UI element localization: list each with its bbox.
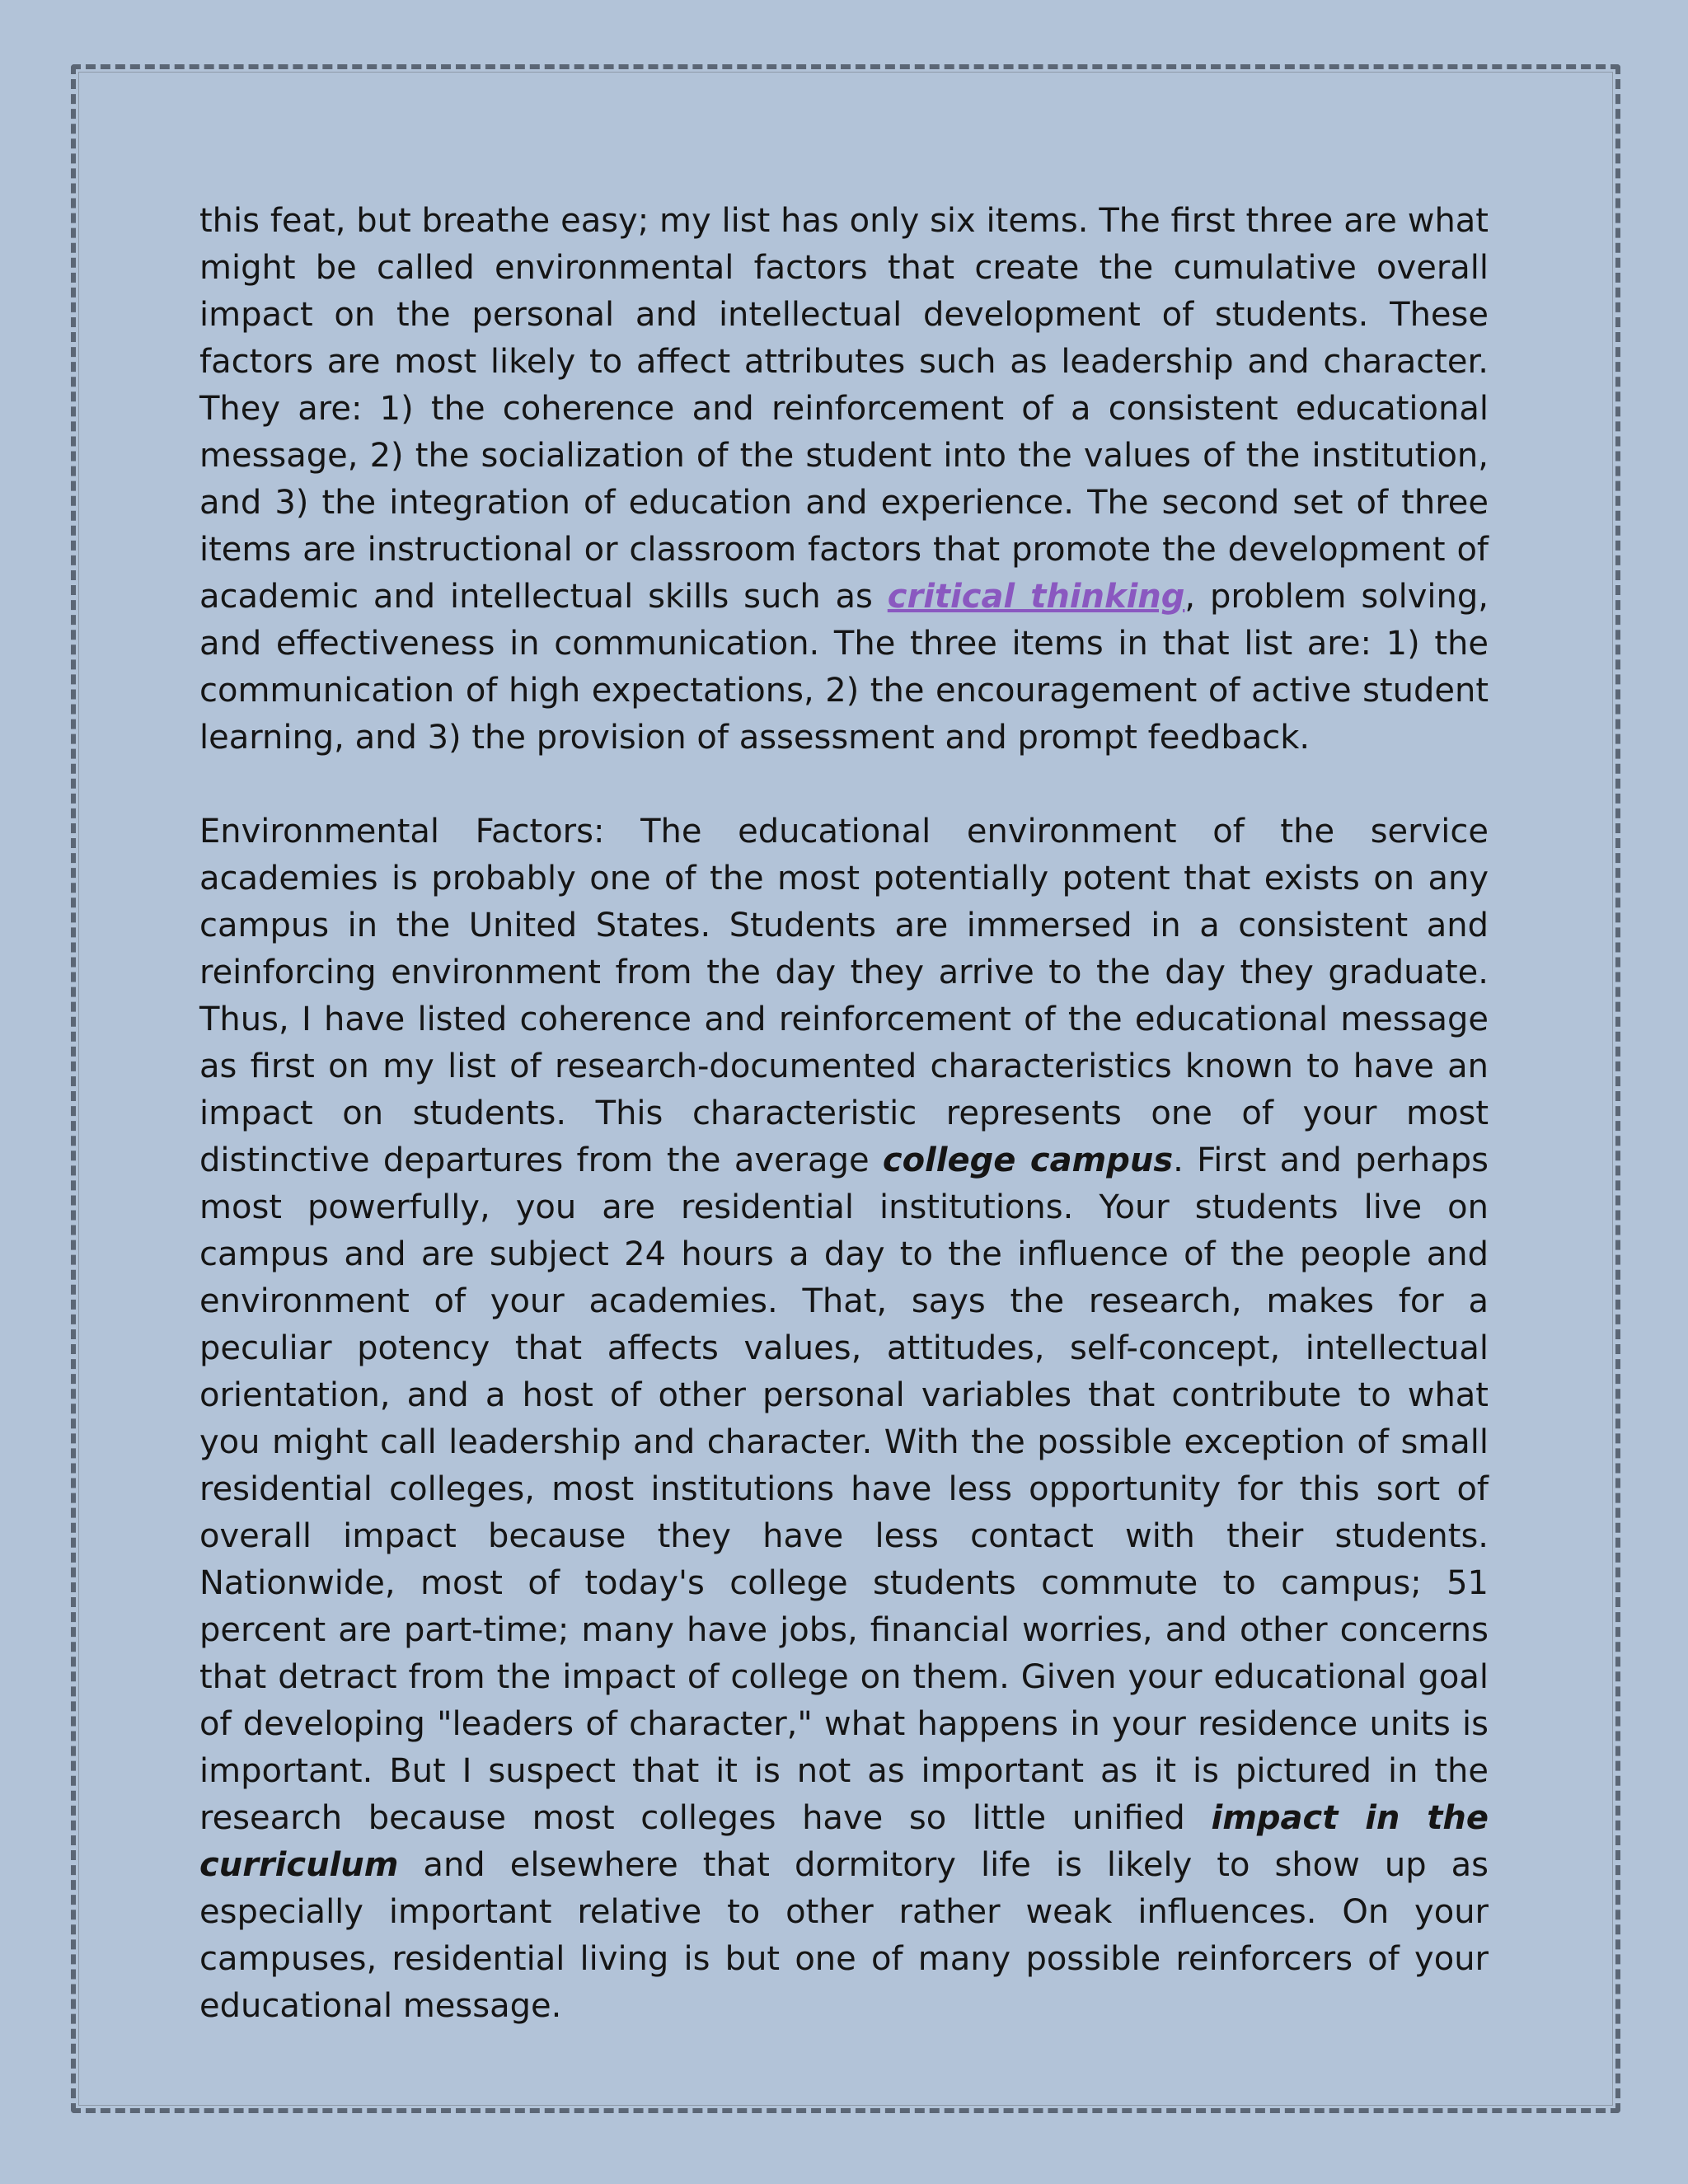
paragraph-2-text-a: Environmental Factors: The educational environment of the service academies is probably one of the most potentially potent that exists on any campus in the United States. Students are immersed in a consistent and reinforcing environment from the day they arrive to the day they graduate. Thus, I have listed coherence and reinforcement of the educational message as first on my list of research-documented characteristics known to have an impact on students. This characteristic represents one of your most distinctive departures from the average	[199, 813, 1489, 1179]
paragraph-1	[199, 198, 1489, 762]
college-campus-emphasis: college campus	[882, 1141, 1174, 1179]
critical-thinking-link[interactable]: critical thinking	[887, 578, 1185, 616]
paragraph-2	[199, 808, 1489, 2030]
paragraph-2-text-c: and elsewhere that dormitory life is likely to show up as especially important relative to other rather weak influences. On your campuses, residential living is but one of many possible reinforcers of your educational message.	[199, 1846, 1489, 2025]
paragraph-1-text-a: this feat, but breathe easy; my list has only six items. The first three are what might be called environmental factors that create the cumulative overall impact on the personal and intellectual development of students. These factors are most likely to affect attributes such as leadership and character. They are: 1) the coherence and reinforcement of a consistent educational message, 2) the socialization of the student into the values of the institution, and 3) the integration of education and experience. The second set of three items are instructional or classroom factors that promote the development of academic and intellectual skills such as	[199, 202, 1489, 616]
paragraph-1-text-b: , problem solving, and effectiveness in communication. The three items in that list are: 1) the communication of high expectations, 2) the encouragement of active student learning, and 3) the provision of assessment and prompt feedback.	[199, 578, 1489, 757]
impact-in-curriculum-emphasis: impact in the curriculum	[199, 1799, 1489, 1884]
paragraph-2-text-b: . First and perhaps most powerfully, you are residential institutions. Your students live on campus and are subject 24 hours a day to the influence of the people and environment of your academies. That, says the research, makes for a peculiar potency that affects values, attitudes, self-concept, intellectual orientation, and a host of other personal variables that contribute to what you might call leadership and character. With the possible exception of small residential colleges, most institutions have less opportunity for this sort of overall impact because they have less contact with their students. Nationwide, most of today's college students commute to campus; 51 percent are part-time; many have jobs, financial worries, and other concerns that detract from the impact of college on them. Given your educational goal of developing "leaders of character," what happens in your residence units is important. But I suspect that it is not as important as it is pictured in the research because most colleges have so little unified	[199, 1141, 1489, 1837]
document-body	[199, 198, 1489, 2030]
